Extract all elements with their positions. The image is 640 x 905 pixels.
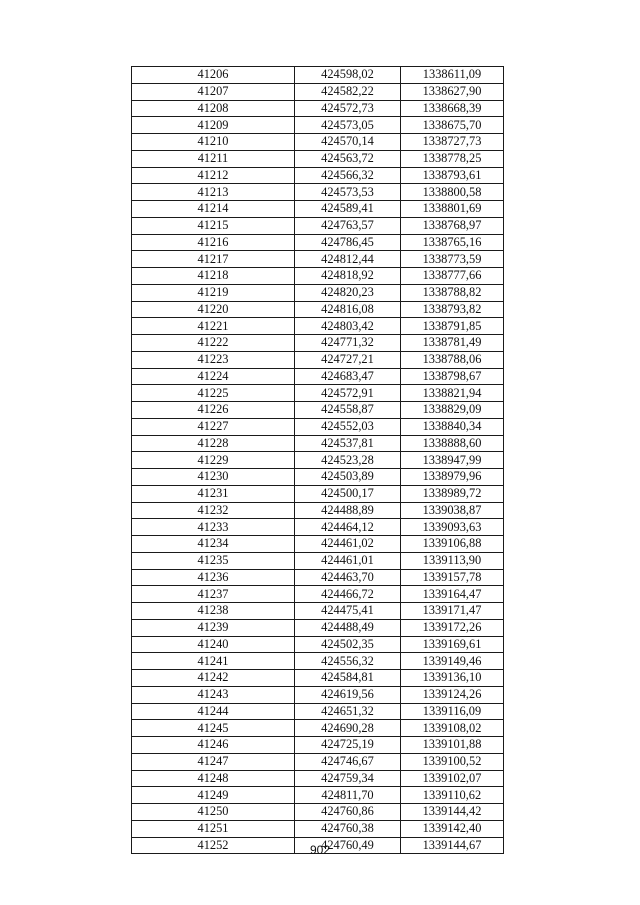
point-id-cell: 41240 [132,636,295,653]
point-id-cell: 41252 [132,837,295,854]
x-coordinate-cell: 424502,35 [295,636,401,653]
point-id-cell: 41231 [132,485,295,502]
point-id-cell: 41224 [132,368,295,385]
point-id-cell: 41210 [132,134,295,151]
y-coordinate-cell: 1339108,02 [401,720,504,737]
table-row [132,720,504,737]
x-coordinate-cell: 424589,41 [295,201,401,218]
table-row [132,117,504,134]
table-row [132,603,504,620]
table-row [132,686,504,703]
point-id-cell: 41232 [132,502,295,519]
x-coordinate-cell: 424820,23 [295,284,401,301]
x-coordinate-cell: 424556,32 [295,653,401,670]
table-row [132,586,504,603]
y-coordinate-cell: 1338773,59 [401,251,504,268]
table-row [132,820,504,837]
point-id-cell: 41219 [132,284,295,301]
table-row [132,318,504,335]
x-coordinate-cell: 424582,22 [295,83,401,100]
y-coordinate-cell: 1339110,62 [401,787,504,804]
y-coordinate-cell: 1338777,66 [401,268,504,285]
y-coordinate-cell: 1338979,96 [401,469,504,486]
y-coordinate-cell: 1338791,85 [401,318,504,335]
y-coordinate-cell: 1339142,40 [401,820,504,837]
table-row [132,301,504,318]
x-coordinate-cell: 424573,53 [295,184,401,201]
coordinates-table-body [132,67,504,854]
table-row [132,435,504,452]
y-coordinate-cell: 1339149,46 [401,653,504,670]
y-coordinate-cell: 1338888,60 [401,435,504,452]
y-coordinate-cell: 1338798,67 [401,368,504,385]
x-coordinate-cell: 424816,08 [295,301,401,318]
y-coordinate-cell: 1339144,42 [401,804,504,821]
point-id-cell: 41222 [132,335,295,352]
y-coordinate-cell: 1338788,82 [401,284,504,301]
point-id-cell: 41237 [132,586,295,603]
point-id-cell: 41244 [132,703,295,720]
table-row [132,737,504,754]
point-id-cell: 41211 [132,150,295,167]
x-coordinate-cell: 424759,34 [295,770,401,787]
table-row [132,703,504,720]
x-coordinate-cell: 424537,81 [295,435,401,452]
point-id-cell: 41218 [132,268,295,285]
x-coordinate-cell: 424552,03 [295,418,401,435]
y-coordinate-cell: 1338765,16 [401,234,504,251]
y-coordinate-cell: 1339136,10 [401,670,504,687]
point-id-cell: 41250 [132,804,295,821]
table-row [132,184,504,201]
point-id-cell: 41245 [132,720,295,737]
point-id-cell: 41215 [132,217,295,234]
point-id-cell: 41234 [132,536,295,553]
y-coordinate-cell: 1338801,69 [401,201,504,218]
y-coordinate-cell: 1338788,06 [401,351,504,368]
point-id-cell: 41214 [132,201,295,218]
x-coordinate-cell: 424488,49 [295,619,401,636]
y-coordinate-cell: 1339106,88 [401,536,504,553]
y-coordinate-cell: 1339164,47 [401,586,504,603]
point-id-cell: 41221 [132,318,295,335]
point-id-cell: 41223 [132,351,295,368]
point-id-cell: 41225 [132,385,295,402]
table-row [132,519,504,536]
x-coordinate-cell: 424466,72 [295,586,401,603]
y-coordinate-cell: 1339093,63 [401,519,504,536]
table-row [132,753,504,770]
y-coordinate-cell: 1338627,90 [401,83,504,100]
y-coordinate-cell: 1338947,99 [401,452,504,469]
y-coordinate-cell: 1338675,70 [401,117,504,134]
table-row [132,251,504,268]
y-coordinate-cell: 1338768,97 [401,217,504,234]
point-id-cell: 41229 [132,452,295,469]
y-coordinate-cell: 1338989,72 [401,485,504,502]
table-row [132,569,504,586]
table-row [132,502,504,519]
y-coordinate-cell: 1339101,88 [401,737,504,754]
x-coordinate-cell: 424503,89 [295,469,401,486]
point-id-cell: 41227 [132,418,295,435]
point-id-cell: 41238 [132,603,295,620]
y-coordinate-cell: 1339102,07 [401,770,504,787]
point-id-cell: 41239 [132,619,295,636]
point-id-cell: 41246 [132,737,295,754]
table-row [132,770,504,787]
x-coordinate-cell: 424651,32 [295,703,401,720]
y-coordinate-cell: 1338800,58 [401,184,504,201]
x-coordinate-cell: 424803,42 [295,318,401,335]
point-id-cell: 41213 [132,184,295,201]
point-id-cell: 41228 [132,435,295,452]
point-id-cell: 41207 [132,83,295,100]
table-row [132,402,504,419]
y-coordinate-cell: 1338793,61 [401,167,504,184]
table-row [132,385,504,402]
y-coordinate-cell: 1338778,25 [401,150,504,167]
x-coordinate-cell: 424812,44 [295,251,401,268]
table-row [132,636,504,653]
x-coordinate-cell: 424818,92 [295,268,401,285]
x-coordinate-cell: 424598,02 [295,67,401,84]
x-coordinate-cell: 424725,19 [295,737,401,754]
page-number: 902 [309,843,331,857]
point-id-cell: 41212 [132,167,295,184]
point-id-cell: 41230 [132,469,295,486]
y-coordinate-cell: 1339113,90 [401,552,504,569]
y-coordinate-cell: 1339144,67 [401,837,504,854]
x-coordinate-cell: 424500,17 [295,485,401,502]
x-coordinate-cell: 424475,41 [295,603,401,620]
x-coordinate-cell: 424690,28 [295,720,401,737]
x-coordinate-cell: 424563,72 [295,150,401,167]
x-coordinate-cell: 424573,05 [295,117,401,134]
y-coordinate-cell: 1339116,09 [401,703,504,720]
y-coordinate-cell: 1339100,52 [401,753,504,770]
x-coordinate-cell: 424463,70 [295,569,401,586]
y-coordinate-cell: 1338829,09 [401,402,504,419]
table-row [132,418,504,435]
table-row [132,83,504,100]
x-coordinate-cell: 424746,67 [295,753,401,770]
table-row [132,653,504,670]
x-coordinate-cell: 424771,32 [295,335,401,352]
table-row [132,469,504,486]
x-coordinate-cell: 424811,70 [295,787,401,804]
point-id-cell: 41233 [132,519,295,536]
table-row [132,234,504,251]
x-coordinate-cell: 424461,02 [295,536,401,553]
table-row [132,552,504,569]
x-coordinate-cell: 424572,73 [295,100,401,117]
x-coordinate-cell: 424464,12 [295,519,401,536]
point-id-cell: 41251 [132,820,295,837]
y-coordinate-cell: 1338611,09 [401,67,504,84]
x-coordinate-cell: 424566,32 [295,167,401,184]
table-row [132,670,504,687]
point-id-cell: 41217 [132,251,295,268]
table-row [132,787,504,804]
y-coordinate-cell: 1339171,47 [401,603,504,620]
point-id-cell: 41226 [132,402,295,419]
point-id-cell: 41247 [132,753,295,770]
table-row [132,100,504,117]
point-id-cell: 41241 [132,653,295,670]
y-coordinate-cell: 1338821,94 [401,385,504,402]
table-row [132,201,504,218]
table-row [132,452,504,469]
coordinates-table [131,66,504,854]
x-coordinate-cell: 424619,56 [295,686,401,703]
x-coordinate-cell: 424461,01 [295,552,401,569]
point-id-cell: 41209 [132,117,295,134]
point-id-cell: 41249 [132,787,295,804]
x-coordinate-cell: 424570,14 [295,134,401,151]
x-coordinate-cell: 424760,38 [295,820,401,837]
y-coordinate-cell: 1338727,73 [401,134,504,151]
table-row [132,536,504,553]
point-id-cell: 41216 [132,234,295,251]
point-id-cell: 41236 [132,569,295,586]
y-coordinate-cell: 1339172,26 [401,619,504,636]
y-coordinate-cell: 1338840,34 [401,418,504,435]
x-coordinate-cell: 424760,49 [295,837,401,854]
table-row [132,368,504,385]
point-id-cell: 41248 [132,770,295,787]
point-id-cell: 41235 [132,552,295,569]
x-coordinate-cell: 424786,45 [295,234,401,251]
table-row [132,335,504,352]
table-row [132,351,504,368]
table-row [132,217,504,234]
table-row [132,150,504,167]
y-coordinate-cell: 1339124,26 [401,686,504,703]
point-id-cell: 41220 [132,301,295,318]
y-coordinate-cell: 1338781,49 [401,335,504,352]
y-coordinate-cell: 1338668,39 [401,100,504,117]
y-coordinate-cell: 1338793,82 [401,301,504,318]
table-row [132,619,504,636]
x-coordinate-cell: 424763,57 [295,217,401,234]
x-coordinate-cell: 424760,86 [295,804,401,821]
point-id-cell: 41243 [132,686,295,703]
table-row [132,485,504,502]
point-id-cell: 41208 [132,100,295,117]
x-coordinate-cell: 424488,89 [295,502,401,519]
x-coordinate-cell: 424558,87 [295,402,401,419]
x-coordinate-cell: 424523,28 [295,452,401,469]
table-row [132,134,504,151]
x-coordinate-cell: 424683,47 [295,368,401,385]
table-row [132,67,504,84]
x-coordinate-cell: 424727,21 [295,351,401,368]
x-coordinate-cell: 424572,91 [295,385,401,402]
point-id-cell: 41206 [132,67,295,84]
table-row [132,284,504,301]
x-coordinate-cell: 424584,81 [295,670,401,687]
table-row [132,167,504,184]
y-coordinate-cell: 1339038,87 [401,502,504,519]
point-id-cell: 41242 [132,670,295,687]
table-row [132,268,504,285]
y-coordinate-cell: 1339169,61 [401,636,504,653]
table-row [132,804,504,821]
y-coordinate-cell: 1339157,78 [401,569,504,586]
